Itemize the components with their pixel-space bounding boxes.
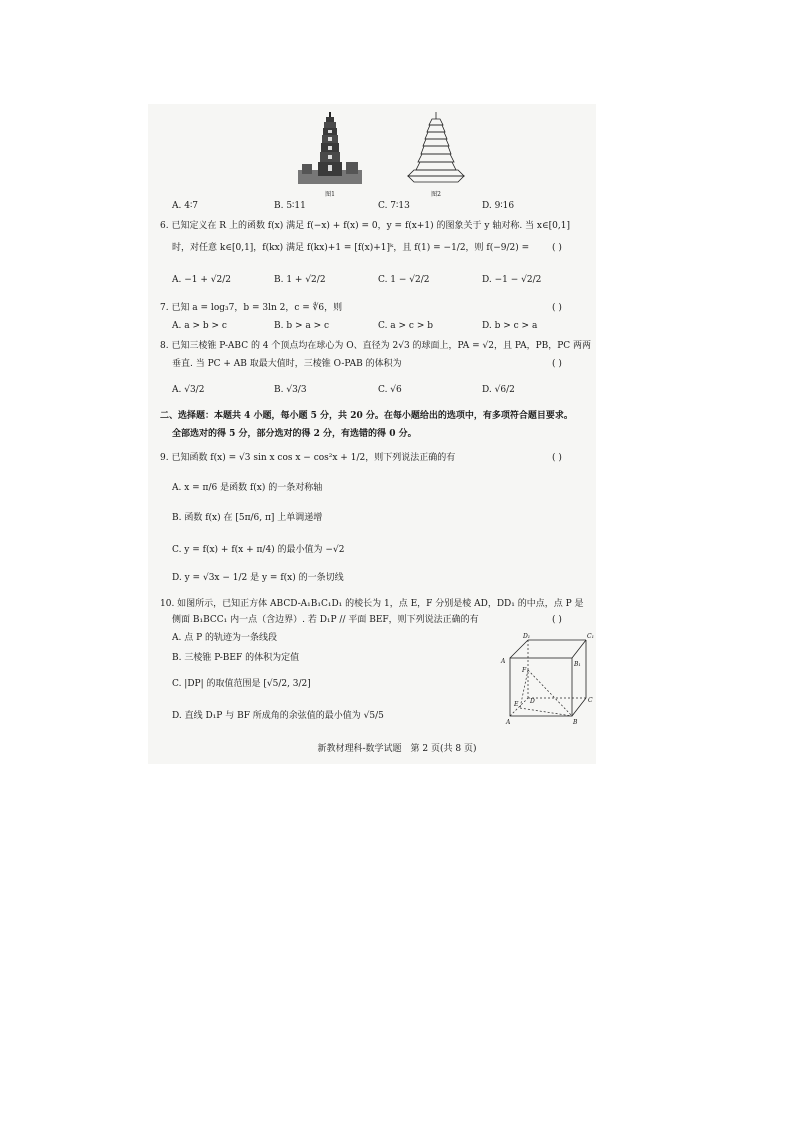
cube-label-f: F [522,667,527,674]
q5-option-a: A. 4∶7 [172,201,199,211]
q6-stem-line1: 6. 已知定义在 R 上的函数 f(x) 满足 f(−x) + f(x) = 0，y = f(x+1) 的图象关于 y 轴对称. 当 x∈[0,1] [160,221,570,231]
q10-option-d: D. 直线 D₁P 与 BF 所成角的余弦值的最小值为 √5/5 [172,711,384,721]
figure-2-caption: 图2 [431,191,441,198]
pagoda-drawing-icon [404,110,468,190]
q6-option-a: A. −1 + √2/2 [172,275,231,285]
q10-stem-line1: 10. 如图所示，已知正方体 ABCD-A₁B₁C₁D₁ 的棱长为 1，点 E，F 分别是棱 AD，DD₁ 的中点，点 P 是 [160,599,584,609]
cube-label-d1: D₁ [523,633,531,640]
q8-answer-paren: ( ) [552,359,562,369]
q7-option-c: C. a > c > b [378,321,433,331]
q6-answer-paren: ( ) [552,243,562,253]
q9-option-c: C. y = f(x) + f(x + π/4) 的最小值为 −√2 [172,545,345,555]
figure-2 [404,110,468,196]
q7-stem: 7. 已知 a = log₃7，b = 3ln 2，c = ∜6，则 [160,303,343,313]
q10-stem-line2: 侧面 B₁BCC₁ 内一点（含边界）. 若 D₁P // 平面 BEF，则下列说法正确的有 [172,615,479,625]
cube-label-c1: C₁ [587,633,594,640]
q5-option-c: C. 7∶13 [378,201,410,211]
q8-stem-line1: 8. 已知三棱锥 P-ABC 的 4 个顶点均在球心为 O、直径为 2√3 的球面上，PA = √2，且 PA，PB，PC 两两 [160,341,592,351]
cube-label-d: D [530,698,535,705]
q7-answer-paren: ( ) [552,303,562,313]
cube-label-b: B [573,719,578,726]
section2-heading-line1: 二、选择题：本题共 4 小题，每小题 5 分，共 20 分。在每小题给出的选项中，有多项符合题目要求。 [160,411,573,421]
q9-answer-paren: ( ) [552,453,562,463]
cube-diagram [498,630,598,726]
q10-answer-paren: ( ) [552,615,562,625]
q8-option-b: B. √3/3 [274,385,307,395]
cube-figure [498,630,598,726]
q6-option-d: D. −1 − √2/2 [482,275,542,285]
q6-stem-line2: 时，对任意 k∈[0,1]，f(kx) 满足 f(kx)+1 = [f(x)+1]ᵏ，且 f(1) = −1/2，则 f(−9/2) = [172,243,530,253]
q10-option-a: A. 点 P 的轨迹为一条线段 [172,633,277,643]
figure-1 [298,110,362,196]
section2-heading-line2: 全部选对的得 5 分，部分选对的得 2 分，有选错的得 0 分。 [172,429,417,439]
cube-label-e: E [514,701,519,708]
q8-option-a: A. √3/2 [172,385,205,395]
cube-label-a1: A [501,658,506,665]
figure-1-caption: 图1 [325,191,335,198]
q9-option-a: A. x = π/6 是函数 f(x) 的一条对称轴 [172,483,323,493]
pagoda-photo-icon [298,110,362,190]
q9-option-b: B. 函数 f(x) 在 [5π/6, π] 上单调递增 [172,513,323,523]
q5-option-d: D. 9∶16 [482,201,515,211]
q5-option-b: B. 5∶11 [274,201,306,211]
q10-option-b: B. 三棱锥 P-BEF 的体积为定值 [172,653,300,663]
cube-label-c: C [588,697,593,704]
page-footer: 新教材理科-数学试题 第 2 页(共 8 页) [317,744,477,754]
q7-option-a: A. a > b > c [172,321,227,331]
cube-label-a: A [506,719,511,726]
q8-option-d: D. √6/2 [482,385,515,395]
q6-option-c: C. 1 − √2/2 [378,275,430,285]
cube-label-b1: B₁ [574,661,581,668]
q10-option-c: C. |DP| 的取值范围是 [√5/2, 3/2] [172,679,311,689]
q9-option-d: D. y = √3x − 1/2 是 y = f(x) 的一条切线 [172,573,344,583]
q8-option-c: C. √6 [378,385,402,395]
q8-stem-line2: 垂直. 当 PC + AB 取最大值时，三棱锥 O-PAB 的体积为 [172,359,402,369]
q9-stem: 9. 已知函数 f(x) = √3 sin x cos x − cos²x + 1/2，则下列说法正确的有 [160,453,456,463]
q7-option-b: B. b > a > c [274,321,330,331]
q6-option-b: B. 1 + √2/2 [274,275,326,285]
q7-option-d: D. b > c > a [482,321,538,331]
pagoda-figures [298,110,478,200]
